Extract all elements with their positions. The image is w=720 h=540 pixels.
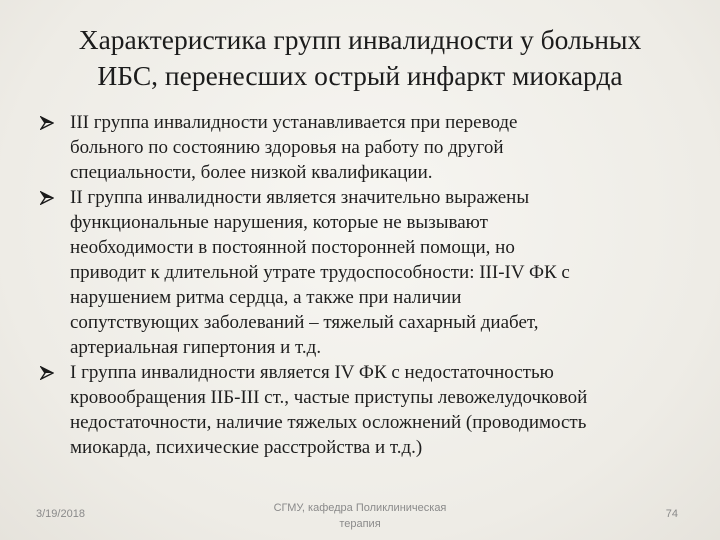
bullet-line: III группа инвалидности устанавливается при переводе [70,112,518,133]
footer-organization-line: СГМУ, кафедра Поликлиническая [273,502,447,514]
bullet-item [38,110,688,185]
bullet-list [38,110,688,460]
arrow-bullet-icon [38,185,58,210]
bullet-line: недостаточности, наличие тяжелых осложнений (проводимость [70,412,587,433]
bullet-item [38,360,688,460]
bullet-text [70,185,688,360]
bullet-line: I группа инвалидности является IV ФК с недостаточностью [70,362,554,383]
bullet-line: сопутствующих заболеваний – тяжелый сахарный диабет, [70,312,539,333]
bullet-line: артериальная гипертония и т.д. [70,337,322,358]
bullet-line: специальности, более низкой квалификации. [70,162,433,183]
page-number: 74 [665,508,678,520]
bullet-line: миокарда, психические расстройства и т.д.) [70,437,423,458]
footer-organization [250,500,470,532]
slide-title [30,22,690,94]
bullet-text [70,360,688,460]
slide-title-line: Характеристика групп инвалидности у больных [78,24,642,55]
slide-title-line: ИБС, перенесших острый инфаркт миокарда [97,60,623,91]
bullet-line: приводит к длительной утрате трудоспособности: III-IV ФК с [70,262,570,283]
bullet-line: кровообращения IIБ-III ст., частые приступы левожелудочковой [70,387,588,408]
arrow-bullet-icon [38,360,58,385]
arrow-bullet-icon [38,110,58,135]
bullet-line: нарушением ритма сердца, а также при наличии [70,287,462,308]
footer-date: 3/19/2018 [36,508,85,520]
bullet-text [70,110,688,185]
footer-organization-line: терапия [339,518,381,530]
bullet-line: функциональные нарушения, которые не вызывают [70,212,488,233]
bullet-line: необходимости в постоянной посторонней помощи, но [70,237,515,258]
bullet-line: II группа инвалидности является значительно выражены [70,187,530,208]
bullet-item [38,185,688,360]
bullet-line: больного по состоянию здоровья на работу по другой [70,137,504,158]
